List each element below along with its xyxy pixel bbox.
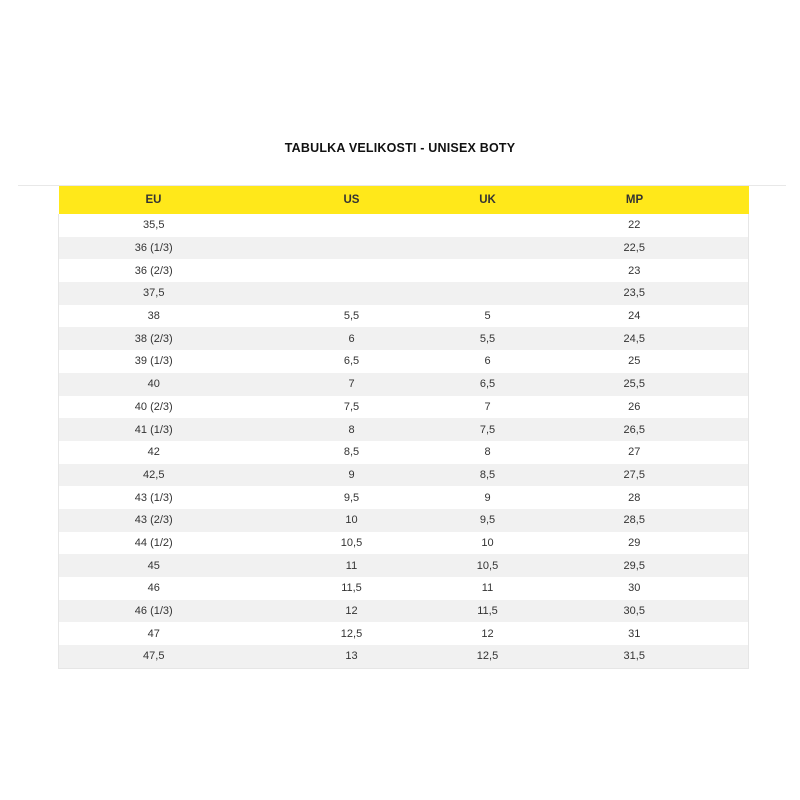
cell-uk: 5: [455, 305, 521, 328]
table-row: [59, 554, 749, 577]
cell-mp: 22: [521, 214, 749, 237]
cell-uk: 6: [455, 350, 521, 373]
cell-uk: 9,5: [455, 509, 521, 532]
table-row: [59, 282, 749, 305]
table-row: [59, 327, 749, 350]
cell-uk: 7,5: [455, 418, 521, 441]
cell-mp: 25: [521, 350, 749, 373]
cell-uk: 10,5: [455, 554, 521, 577]
cell-us: 11: [249, 554, 455, 577]
cell-us: 13: [249, 645, 455, 668]
cell-us: 7,5: [249, 396, 455, 419]
cell-uk: 12: [455, 622, 521, 645]
cell-mp: 29,5: [521, 554, 749, 577]
cell-mp: 23: [521, 259, 749, 282]
page-title: TABULKA VELIKOSTI - UNISEX BOTY: [284, 141, 516, 155]
cell-us: 6: [249, 327, 455, 350]
cell-mp: 31: [521, 622, 749, 645]
cell-eu: 35,5: [59, 214, 249, 237]
table-row: [59, 600, 749, 623]
cell-uk: 9: [455, 486, 521, 509]
table-row: [59, 645, 749, 668]
table-row: [59, 486, 749, 509]
cell-eu: 36 (1/3): [59, 237, 249, 260]
cell-us: [249, 259, 455, 282]
table-row: [59, 305, 749, 328]
cell-eu: 41 (1/3): [59, 418, 249, 441]
cell-eu: 43 (1/3): [59, 486, 249, 509]
cell-eu: 38: [59, 305, 249, 328]
cell-mp: 30,5: [521, 600, 749, 623]
cell-uk: 12,5: [455, 645, 521, 668]
cell-us: 9: [249, 464, 455, 487]
table-row: [59, 396, 749, 419]
table-row: [59, 441, 749, 464]
cell-uk: 11: [455, 577, 521, 600]
cell-uk: 5,5: [455, 327, 521, 350]
cell-mp: 24,5: [521, 327, 749, 350]
column-header-uk: UK: [455, 186, 521, 214]
cell-eu: 37,5: [59, 282, 249, 305]
cell-eu: 42: [59, 441, 249, 464]
cell-eu: 46 (1/3): [59, 600, 249, 623]
cell-eu: 47,5: [59, 645, 249, 668]
cell-mp: 31,5: [521, 645, 749, 668]
cell-mp: 26,5: [521, 418, 749, 441]
cell-eu: 38 (2/3): [59, 327, 249, 350]
cell-eu: 40 (2/3): [59, 396, 249, 419]
cell-eu: 46: [59, 577, 249, 600]
table-row: [59, 237, 749, 260]
cell-us: [249, 237, 455, 260]
table-row: [59, 577, 749, 600]
cell-mp: 25,5: [521, 373, 749, 396]
cell-us: 7: [249, 373, 455, 396]
cell-us: 6,5: [249, 350, 455, 373]
cell-us: 8,5: [249, 441, 455, 464]
cell-us: 11,5: [249, 577, 455, 600]
cell-uk: 8,5: [455, 464, 521, 487]
cell-mp: 24: [521, 305, 749, 328]
table-row: [59, 214, 749, 237]
table-row: [59, 373, 749, 396]
cell-uk: [455, 282, 521, 305]
table-row: [59, 532, 749, 555]
cell-uk: 6,5: [455, 373, 521, 396]
table-body: [59, 214, 749, 668]
column-header-eu: EU: [59, 186, 249, 214]
column-header-mp: MP: [521, 186, 749, 214]
cell-uk: [455, 237, 521, 260]
cell-us: 5,5: [249, 305, 455, 328]
table-row: [59, 509, 749, 532]
cell-uk: [455, 259, 521, 282]
cell-us: 8: [249, 418, 455, 441]
table-row: [59, 464, 749, 487]
cell-mp: 28: [521, 486, 749, 509]
cell-uk: 7: [455, 396, 521, 419]
cell-eu: 43 (2/3): [59, 509, 249, 532]
column-header-us: US: [249, 186, 455, 214]
cell-mp: 22,5: [521, 237, 749, 260]
cell-eu: 42,5: [59, 464, 249, 487]
cell-eu: 36 (2/3): [59, 259, 249, 282]
cell-us: 10: [249, 509, 455, 532]
cell-mp: 23,5: [521, 282, 749, 305]
cell-us: 10,5: [249, 532, 455, 555]
cell-uk: 8: [455, 441, 521, 464]
cell-us: [249, 214, 455, 237]
cell-eu: 40: [59, 373, 249, 396]
cell-mp: 26: [521, 396, 749, 419]
cell-mp: 27,5: [521, 464, 749, 487]
cell-mp: 29: [521, 532, 749, 555]
cell-us: 12: [249, 600, 455, 623]
cell-eu: 39 (1/3): [59, 350, 249, 373]
table-row: [59, 622, 749, 645]
table-row: [59, 418, 749, 441]
table-row: [59, 350, 749, 373]
cell-us: 12,5: [249, 622, 455, 645]
cell-uk: [455, 214, 521, 237]
cell-mp: 27: [521, 441, 749, 464]
table-row: [59, 259, 749, 282]
cell-uk: 10: [455, 532, 521, 555]
cell-uk: 11,5: [455, 600, 521, 623]
cell-mp: 28,5: [521, 509, 749, 532]
cell-us: 9,5: [249, 486, 455, 509]
cell-eu: 44 (1/2): [59, 532, 249, 555]
size-chart-table: [58, 186, 749, 669]
cell-eu: 47: [59, 622, 249, 645]
cell-mp: 30: [521, 577, 749, 600]
cell-us: [249, 282, 455, 305]
cell-eu: 45: [59, 554, 249, 577]
table-header-row: [59, 186, 749, 214]
